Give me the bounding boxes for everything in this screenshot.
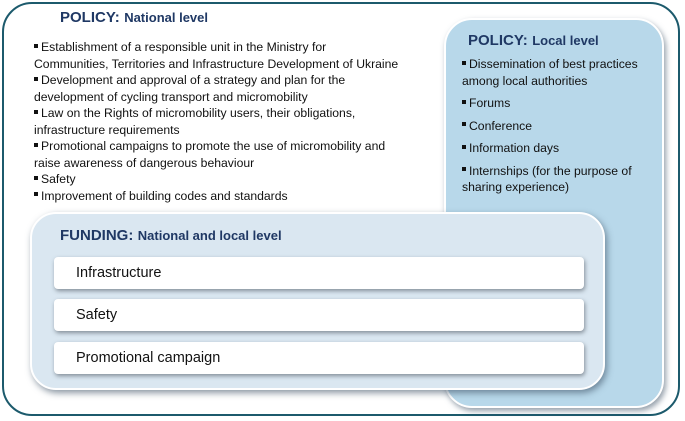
national-policy-item: Safety bbox=[34, 171, 454, 188]
square-bullet-icon bbox=[462, 122, 466, 126]
national-policy-list bbox=[34, 39, 454, 204]
square-bullet-icon bbox=[462, 61, 466, 65]
square-bullet-icon bbox=[34, 44, 38, 48]
funding-heading bbox=[60, 227, 282, 245]
national-policy-item: Establishment of a responsible unit in the Ministry for bbox=[34, 39, 454, 56]
funding-subtitle: National and local level bbox=[137, 228, 282, 243]
square-bullet-icon bbox=[462, 167, 466, 171]
funding-item-infrastructure: Infrastructure bbox=[54, 257, 584, 289]
national-policy-heading bbox=[60, 9, 208, 27]
funding-panel bbox=[30, 212, 605, 390]
square-bullet-icon bbox=[462, 145, 466, 149]
national-policy-item-continuation: raise awareness of dangerous behaviour bbox=[34, 155, 255, 170]
local-policy-title: POLICY: bbox=[468, 32, 528, 49]
local-policy-item: Conference bbox=[462, 118, 662, 135]
square-bullet-icon bbox=[34, 77, 38, 81]
local-policy-item: Internships (for the purpose of sharing experience) bbox=[462, 163, 632, 194]
national-policy-subtitle: National level bbox=[124, 10, 208, 25]
funding-title: FUNDING: bbox=[60, 227, 134, 244]
square-bullet-icon bbox=[34, 176, 38, 180]
national-policy-title: POLICY: bbox=[60, 9, 120, 26]
local-policy-list bbox=[462, 56, 662, 202]
national-policy-item-continuation: Communities, Territories and Infrastructure Development of Ukraine bbox=[34, 56, 399, 71]
square-bullet-icon bbox=[34, 143, 38, 147]
national-policy-item-continuation: development of cycling transport and micromobility bbox=[34, 89, 308, 104]
local-policy-heading bbox=[468, 32, 599, 50]
local-policy-item: Forums bbox=[462, 95, 662, 112]
national-policy-item: Improvement of building codes and standards bbox=[34, 188, 454, 205]
local-policy-subtitle: Local level bbox=[532, 33, 599, 48]
local-policy-item: Dissemination of best practices among local authorities bbox=[462, 57, 638, 88]
national-policy-item: Development and approval of a strategy and plan for the bbox=[34, 72, 454, 89]
square-bullet-icon bbox=[462, 100, 466, 104]
funding-item-safety: Safety bbox=[54, 299, 584, 331]
local-policy-item: Information days bbox=[462, 140, 662, 157]
national-policy-item: Promotional campaigns to promote the use of micromobility and bbox=[34, 138, 454, 155]
national-policy-item: Law on the Rights of micromobility users, their obligations, bbox=[34, 105, 454, 122]
square-bullet-icon bbox=[34, 110, 38, 114]
funding-item-promotional-campaign: Promotional campaign bbox=[54, 342, 584, 374]
square-bullet-icon bbox=[34, 192, 38, 196]
national-policy-item-continuation: infrastructure requirements bbox=[34, 122, 180, 137]
